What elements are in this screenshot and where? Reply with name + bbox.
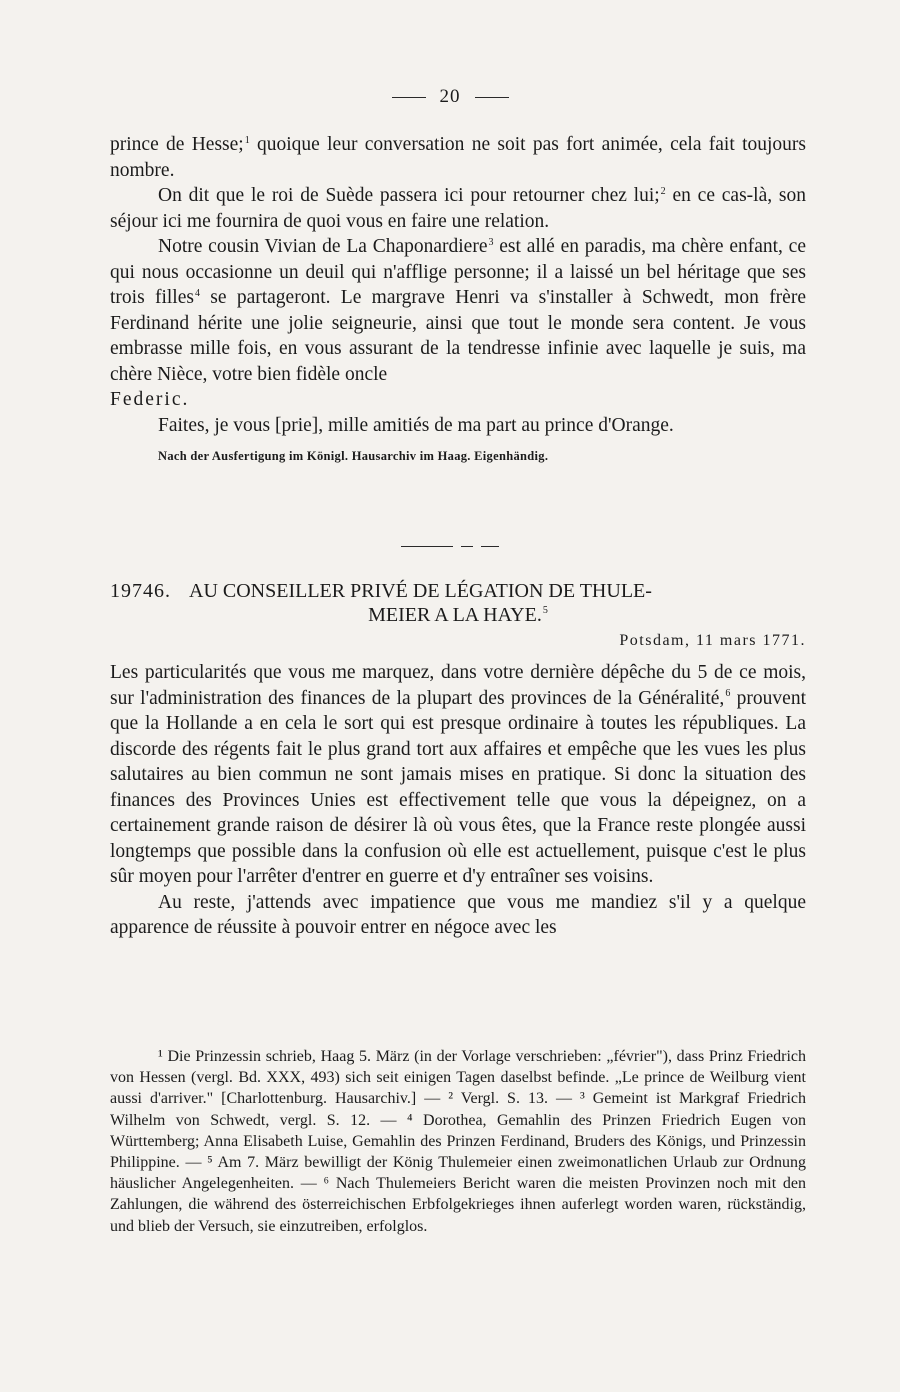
footnote-ref-3: 3	[488, 236, 494, 248]
paragraph-1: prince de Hesse;$^1$ quoique leur conversation ne soit pas fort animée, cela fait toujours nombre.	[110, 134, 806, 181]
letter-number: 19746.	[110, 580, 171, 602]
footnotes	[110, 1046, 806, 1237]
letter-body	[110, 660, 806, 941]
heading-line-1	[110, 579, 806, 603]
letter-heading	[110, 579, 806, 653]
paragraph-3: Notre cousin Vivian de La Chaponardiere$^3$ est allé en paradis, ma chère enfant, ce qui nous occasionne un deuil qui n'afflige personne; il a laissé un bel héritage que ses trois filles$^4$ se partageront. Le margrave Henri va s'installer à Schwedt, mon frère Ferdinand hérite une jolie seigneurie, ainsi que tout le monde sera content. Je vous embrasse mille fois, en vous assurant de la tendresse infinie avec laquelle je suis, ma chère Nièce, votre bien fidèle oncle	[110, 236, 806, 385]
body-paragraph-2: Au reste, j'attends avec impatience que vous me mandiez s'il y a quelque apparence de réussite à pouvoir entrer en négoce avec les	[110, 891, 806, 938]
footnote-ref-4: 4	[194, 287, 200, 299]
page-number: 20	[439, 86, 461, 107]
signature: Federic.	[110, 389, 190, 410]
footnotes-text: ¹ Die Prinzessin schrieb, Haag 5. März (in der Vorlage verschrieben: „février"), dass Prinz Friedrich von Hessen (vergl. Bd. XXX, 493) sich seit einigen Tagen daselbst befinde. „Le prince de Weilburg vient aussi d'arriver." [Charlottenburg. Hausarchiv.] — ² Vergl. S. 13. — ³ Gemeint ist Markgraf Friedrich Wilhelm von Schwedt, vergl. S. 12. — ⁴ Dorothea, Gemahlin des Prinzen Friedrich Eugen von Württemberg; Anna Elisabeth Luise, Gemahlin des Prinzen Ferdinand, Bruders des Königs, und Prinzessin Philippine. — ⁵ Am 7. März bewilligt der König Thulemeier einen zweimonatlichen Urlaub zur Ordnung häuslicher Angelegenheiten. — ⁶ Nach Thulemeiers Bericht waren die meisten Provinzen noch mit den Zahlungen, die während des österreichischen Erbfolgekrieges ihnen auferlegt worden waren, rückständig, und blieb der Versuch, sie einzutreiben, erfolglos.	[110, 1048, 806, 1235]
footnote-ref-2: 2	[660, 185, 666, 197]
section-separator	[0, 537, 900, 555]
page-number-line	[0, 86, 900, 108]
heading-line-2	[110, 603, 806, 627]
letter-top	[110, 132, 806, 470]
heading-title-1: AU CONSEILLER PRIVÉ DE LÉGATION DE THULE-	[189, 580, 652, 602]
letter-date: Potsdam, 11 mars 1771.	[619, 632, 806, 649]
body-paragraph-1: Les particularités que vous me marquez, dans votre dernière dépêche du 5 de ce mois, sur l'administration des finances de la plupart des provinces de la Généralité,$^6$ prouvent que la Hollande a en cela le sort qui est presque ordinaire à toutes les républiques. La discorde des régents fait le plus grand tort aux affaires et empêche que les vues les plus salutaires au bien commun ne sont jamais mises en pratique. Si donc la situation des finances des Provinces Unies est effectivement telle que vous la dépeignez, on a certainement grande raison de désirer là où vous êtes, que la France reste plongée aussi longtemps que possible dans la confusion où elle est actuellement, puisque c'est le plus sûr moyen pour l'arrêter d'entrer en guerre et d'y entraîner ses voisins.	[110, 662, 806, 887]
heading-title-2: MEIER A LA HAYE.	[368, 604, 542, 626]
footnote-ref-5: 5	[542, 605, 548, 617]
source-note: Nach der Ausfertigung im Königl. Hausarchiv im Haag. Eigenhändig.	[158, 449, 549, 463]
paragraph-2: On dit que le roi de Suède passera ici pour retourner chez lui;$^2$ en ce cas-là, son séjour ici me fournira de quoi vous en faire une relation.	[110, 185, 806, 232]
postscript: Faites, je vous [prie], mille amitiés de ma part au prince d'Orange.	[158, 414, 674, 436]
dash-right	[475, 97, 509, 98]
footnote-ref-1: 1	[244, 134, 250, 146]
dash-left	[392, 97, 426, 98]
footnote-ref-6: 6	[725, 688, 731, 699]
